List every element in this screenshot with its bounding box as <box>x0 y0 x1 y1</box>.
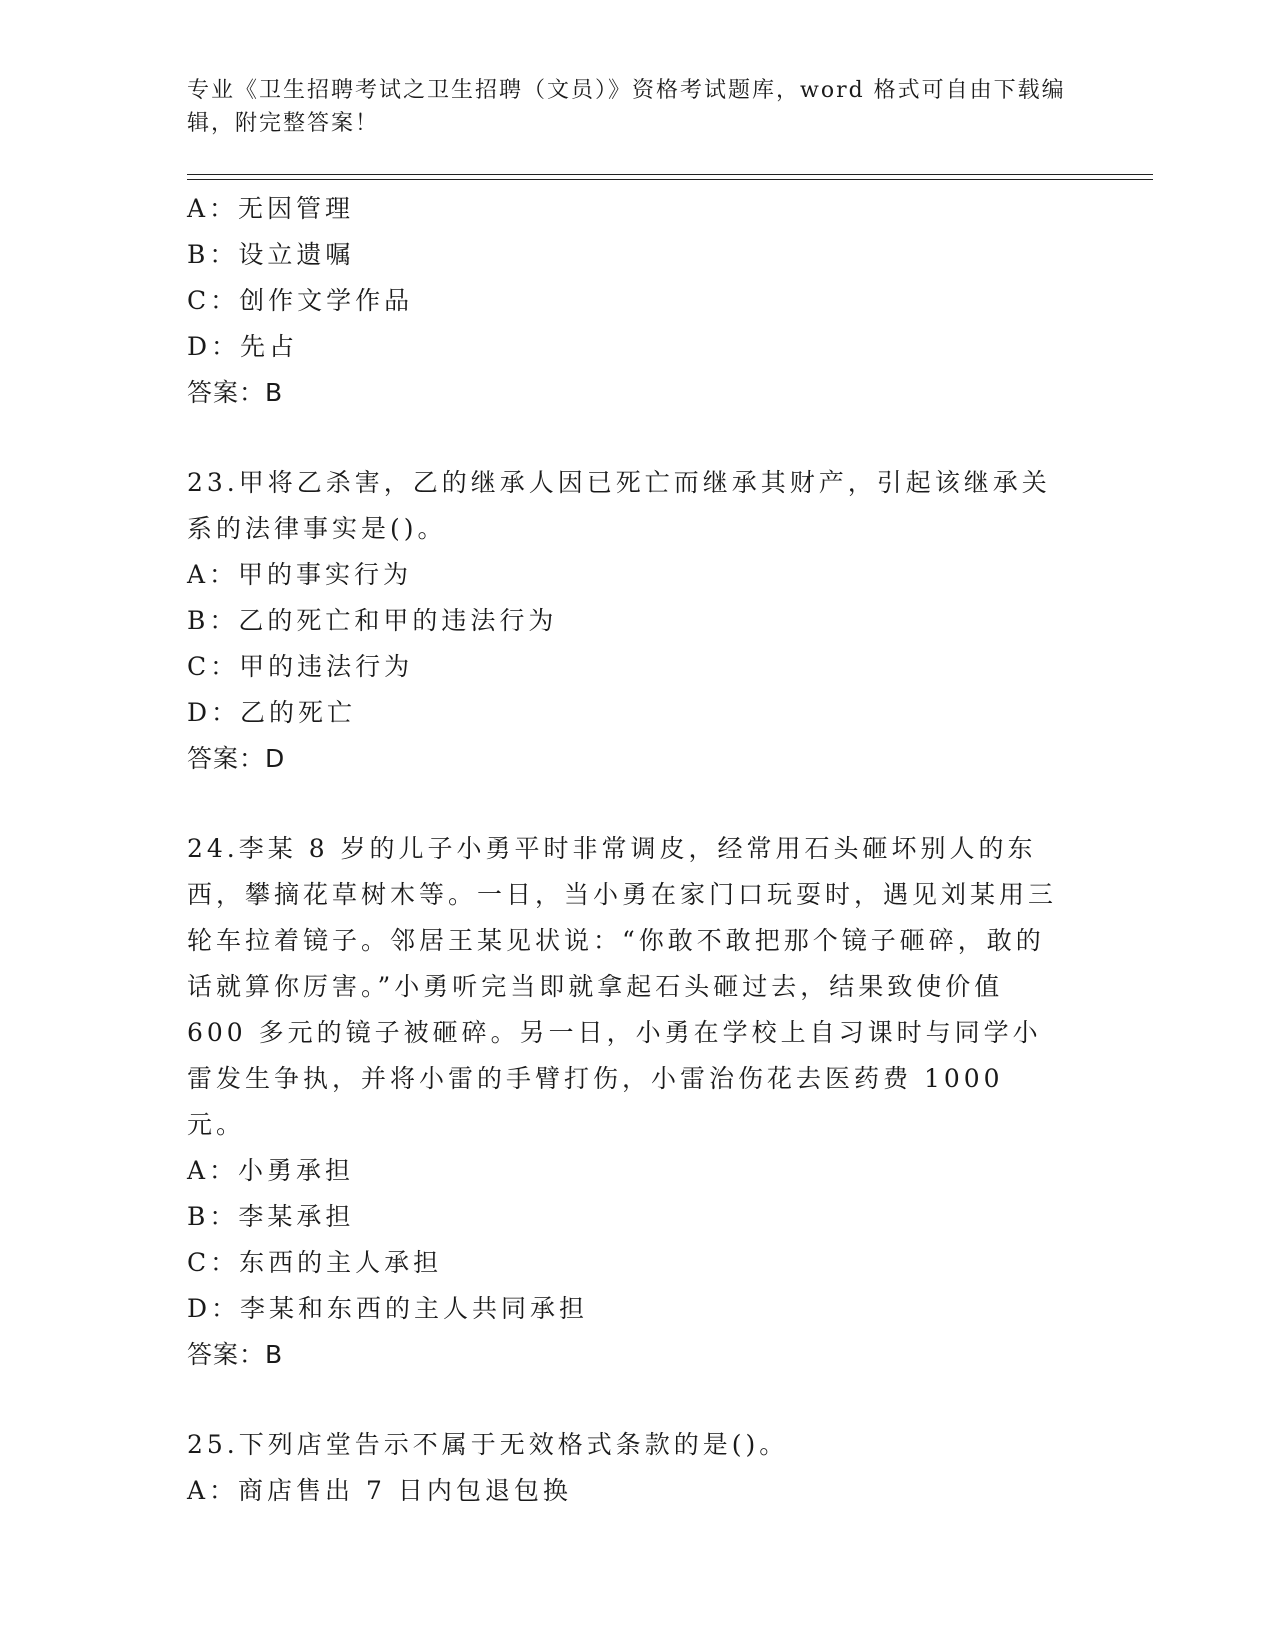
option-a: A：商店售出 7 日内包退包换 <box>187 1476 572 1505</box>
option-b: B：李某承担 <box>187 1202 355 1231</box>
option-c: C：创作文学作品 <box>187 286 414 315</box>
option-d: D：乙的死亡 <box>187 698 357 727</box>
header-divider <box>187 174 1153 180</box>
question-23 <box>187 460 1147 782</box>
option-a: A：无因管理 <box>187 194 355 223</box>
option-a: A：小勇承担 <box>187 1156 355 1185</box>
document-header: 专业《卫生招聘考试之卫生招聘（文员）》资格考试题库，word 格式可自由下载编辑，附完整答案！ <box>187 78 1066 136</box>
option-b: B：乙的死亡和甲的违法行为 <box>187 606 558 635</box>
question-text: 23.甲将乙杀害，乙的继承人因已死亡而继承其财产，引起该继承关系的法律事实是()。 <box>187 468 1051 543</box>
question-25 <box>187 1422 1147 1514</box>
question-text: 25.下列店堂告示不属于无效格式条款的是()。 <box>187 1430 789 1459</box>
option-d: D：李某和东西的主人共同承担 <box>187 1294 589 1323</box>
option-c: C：东西的主人承担 <box>187 1248 443 1277</box>
option-d: D：先占 <box>187 332 299 361</box>
option-b: B：设立遗嘱 <box>187 240 355 269</box>
question-text: 24.李某 8 岁的儿子小勇平时非常调皮，经常用石头砸坏别人的东西，攀摘花草树木等。一日，当小勇在家门口玩耍时，遇见刘某用三轮车拉着镜子。邻居王某见状说：“你敢不敢把那个镜子砸碎，敢的话就算你厉害。”小勇听完当即就拿起石头砸过去，结果致使价值 600 多元的镜子被砸碎。另一日，小勇在学校上自习课时与同学小雷发生争执，并将小雷的手臂打伤，小雷治伤花去医药费 1000 元。 <box>187 834 1058 1139</box>
question-list <box>187 186 1147 1514</box>
answer-line: 答案：B <box>187 1340 284 1369</box>
answer-line: 答案：D <box>187 744 286 773</box>
question-22 <box>187 186 1147 416</box>
document-page <box>187 74 1147 1514</box>
question-24 <box>187 826 1147 1378</box>
answer-line: 答案：B <box>187 378 284 407</box>
option-a: A：甲的事实行为 <box>187 560 413 589</box>
option-c: C：甲的违法行为 <box>187 652 414 681</box>
